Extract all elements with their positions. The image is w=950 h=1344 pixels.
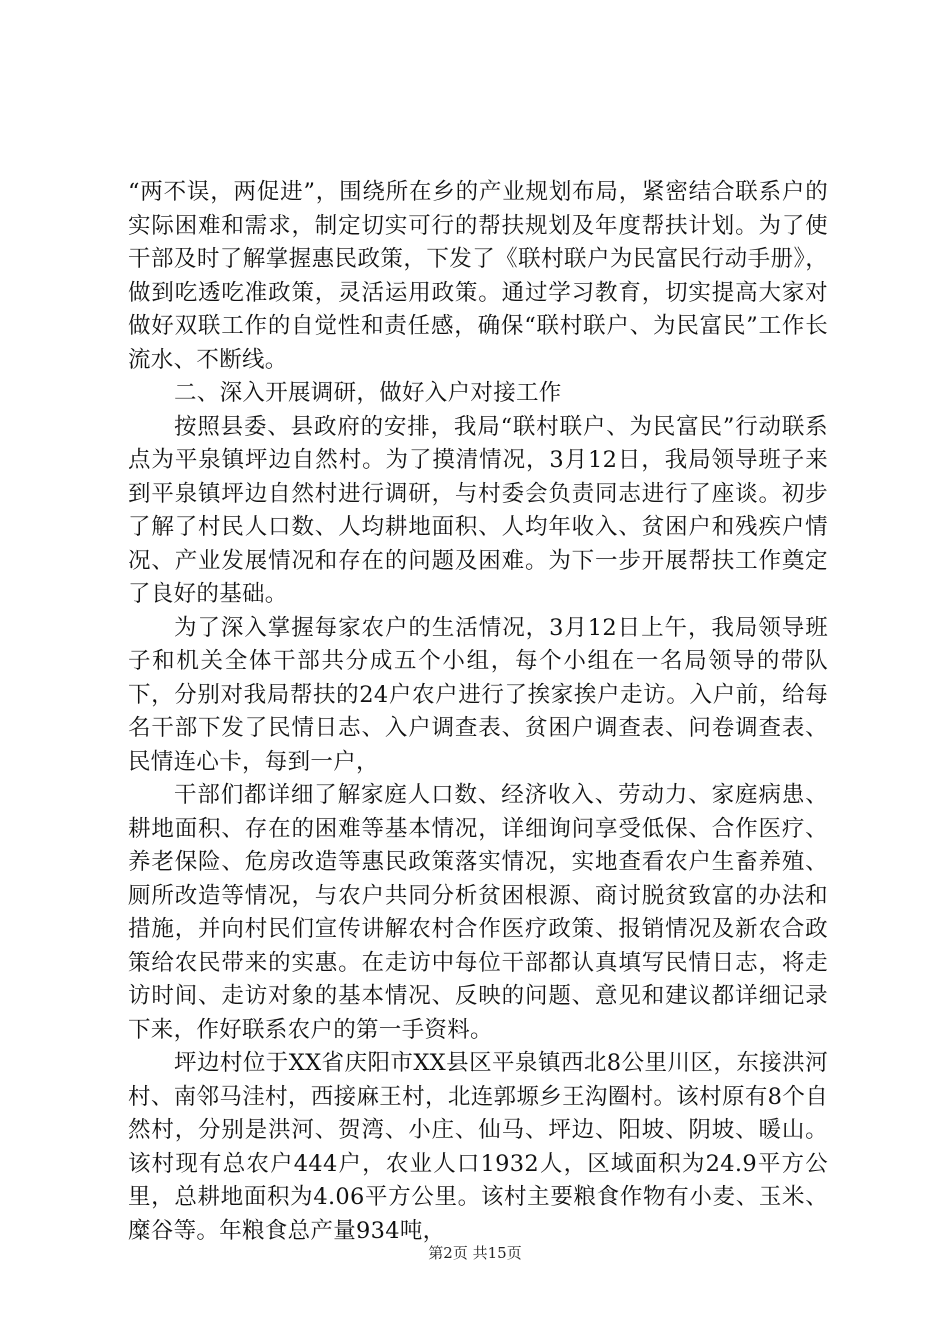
page-footer: 第2页 共15页 [428, 1244, 522, 1262]
paragraph: 干部们都详细了解家庭人口数、经济收入、劳动力、家庭病患、耕地面积、存在的困难等基本情况，详细询问享受低保、合作医疗、养老保险、危房改造等惠民政策落实情况，实地查看农户生畜养殖、厕所改造等情况，与农户共同分析贫困根源、商讨脱贫致富的办法和措施，并向村民们宣传讲解农村合作医疗政策、报销情况及新农合政策给农民带来的实惠。在走访中每位干部都认真填写民情日志，将走访时间、走访对象的基本情况、反映的问题、意见和建议都详细记录下来，作好联系农户的第一手资料。 [128, 782, 828, 1043]
paragraph-continued: “两不误，两促进”，围绕所在乡的产业规划布局，紧密结合联系户的实际困难和需求，制定切实可行的帮扶规划及年度帮扶计划。为了使干部及时了解掌握惠民政策，下发了《联村联户为民富民行动手册》，做到吃透吃准政策，灵活运用政策。通过学习教育，切实提高大家对做好双联工作的自觉性和责任感，确保“联村联户、为民富民”工作长流水、不断线。 [128, 179, 828, 373]
paragraph: 按照县委、县政府的安排，我局“联村联户、为民富民”行动联系点为平泉镇坪边自然村。为了摸清情况，3月12日，我局领导班子来到平泉镇坪边自然村进行调研，与村委会负责同志进行了座谈。初步了解了村民人口数、人均耕地面积、人均年收入、贫困户和残疾户情况、产业发展情况和存在的问题及困难。为下一步开展帮扶工作奠定了良好的基础。 [128, 413, 828, 607]
document-body [128, 176, 828, 1248]
paragraph: 为了深入掌握每家农户的生活情况，3月12日上午，我局领导班子和机关全体干部共分成五个小组，每个小组在一名局领导的带队下，分别对我局帮扶的24户农户进行了挨家挨户走访。入户前，给每名干部下发了民情日志、入户调查表、贫困户调查表、问卷调查表、民情连心卡，每到一户， [128, 614, 828, 775]
section-heading: 二、深入开展调研，做好入户对接工作 [174, 380, 562, 406]
paragraph: 坪边村位于XX省庆阳市XX县区平泉镇西北8公里川区，东接洪河村、南邻马洼村，西接麻王村，北连郭塬乡王沟圈村。该村原有8个自然村，分别是洪河、贺湾、小庄、仙马、坪边、阳坡、阴坡、暖山。该村现有总农户444户，农业人口1932人，区域面积为24.9平方公里，总耕地面积为4.06平方公里。该村主要粮食作物有小麦、玉米、糜谷等。年粮食总产量934吨， [128, 1050, 828, 1244]
